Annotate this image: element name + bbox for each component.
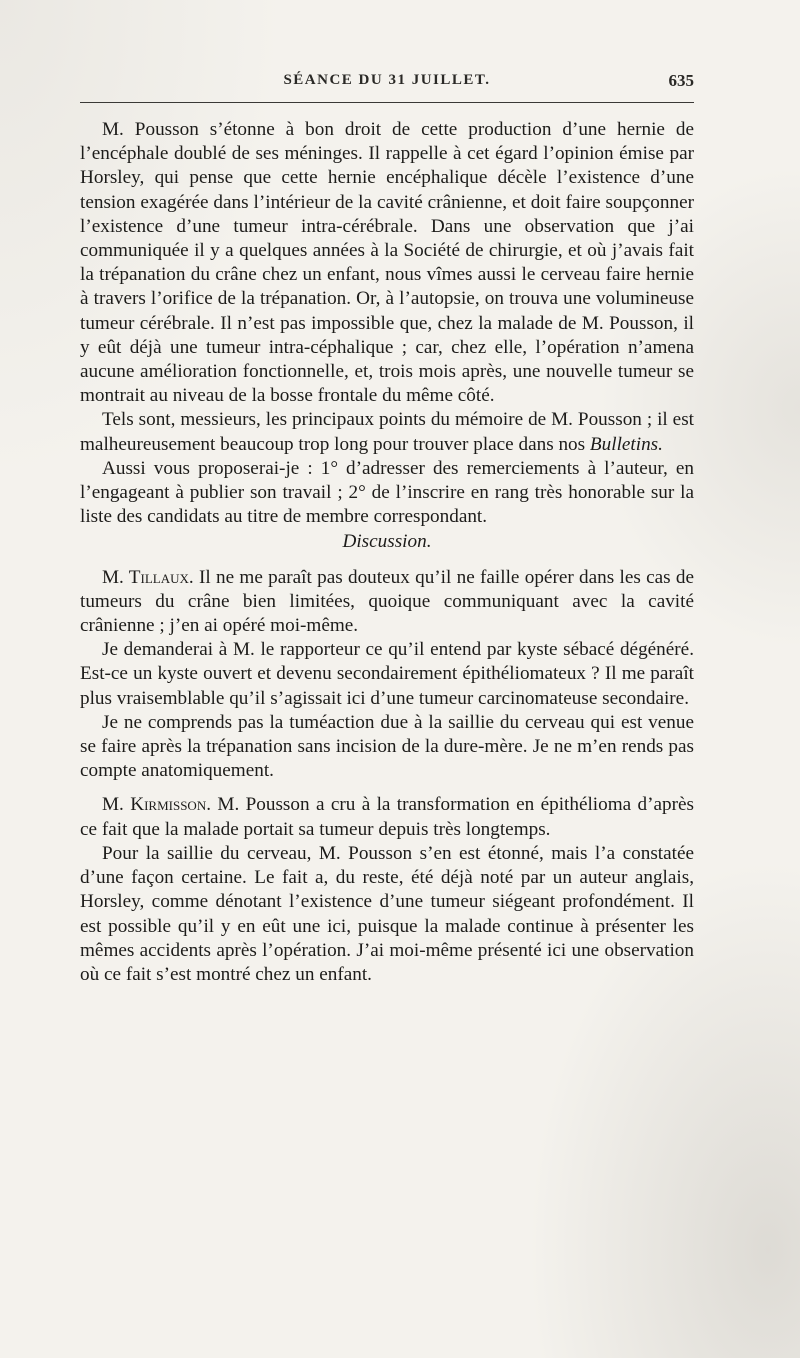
running-head-title: SÉANCE DU 31 JUILLET. bbox=[283, 72, 491, 88]
page-number: 635 bbox=[668, 71, 694, 90]
article-body bbox=[80, 118, 694, 987]
paragraph-text: Pour la saillie du cerveau, M. Pousson s’en est étonné, mais l’a constatée d’une façon certaine. Le fait a, du reste, été déjà noté par un auteur anglais, Horsley, comme dénotant l’existence d’une tumeur siégeant profondément. Il est possible qu’il y en eût une ici, puisque la malade continue à présenter les mêmes accidents après l’opération. J’ai moi-même présenté ici une observation où ce fait s’est montré chez un enfant. bbox=[80, 842, 694, 985]
paragraph-saillie-cerveau bbox=[80, 711, 694, 784]
paragraph-text: M. Pousson s’étonne à bon droit de cette production d’une hernie de l’encéphale doublé de ses méninges. Il rappelle à cet égard l’opinion émise par Horsley, qui pense que cette hernie encéphalique décèle l’existence d’une tension exagérée dans l’intérieur de la cavité crânienne, et doit faire soupçonner l’existence d’une tumeur intra-cérébrale. Dans une observation que j’ai communiquée il y a quelques années à la Société de chirurgie, et où j’avais fait la trépanation du crâne chez un enfant, nous vîmes aussi le cerveau faire hernie à travers l’orifice de la trépanation. Or, à l’autopsie, on trouva une volumineuse tumeur cérébrale. Il n’est pas impossible que, chez la malade de M. Pousson, il y eût déjà une tumeur intra-céphalique ; car, chez elle, l’opération n’amena aucune amélioration fonctionnelle, et, trois mois après, une nouvelle tumeur se montrait au niveau de la bosse frontale du même côté. bbox=[80, 119, 694, 407]
header-rule bbox=[80, 102, 694, 103]
paragraph-kirmisson-followup bbox=[80, 842, 694, 987]
paragraph-text: Aussi vous proposerai-je : 1° d’adresser des remerciements à l’auteur, en l’engageant à publier son travail ; 2° de l’inscrire en rang très honorable sur la liste des candidats au titre de membre correspondant. bbox=[80, 457, 694, 528]
paragraph-tillaux bbox=[80, 566, 694, 639]
paragraph-question-kyste bbox=[80, 638, 694, 711]
paragraph-text: M. Pousson a cru à la transformation en épithélioma d’après ce fait que la malade portait sa tumeur depuis très longtemps. bbox=[80, 794, 694, 840]
paragraph-text: Je ne comprends pas la tuméaction due à la saillie du cerveau qui est venue se faire après la trépanation sans incision de la dure-mère. Je ne m’en rends pas compte anatomiquement. bbox=[80, 711, 694, 782]
section-heading-discussion: Discussion. bbox=[342, 531, 432, 553]
bulletins-title: Bulletins. bbox=[589, 433, 663, 455]
running-head bbox=[80, 70, 694, 100]
paragraph-proposal bbox=[80, 457, 694, 530]
paragraph-text: Il ne me paraît pas douteux qu’il ne faille opérer dans les cas de tumeurs du crâne bien limitées, quoique communiquant avec la cavité crânienne ; j’en ai opéré moi-même. bbox=[80, 566, 695, 637]
paragraph-text: Je demanderai à M. le rapporteur ce qu’il entend par kyste sébacé dégénéré. Est-ce un kyste ouvert et devenu secondairement épithéliomateux ? Il me paraît plus vraisemblable qu’il s’agissait ici d’une tumeur carcinomateuse secondaire. bbox=[80, 639, 694, 709]
paragraph-kirmisson bbox=[80, 793, 694, 841]
paragraph-report-discussion bbox=[80, 118, 694, 408]
speaker-name: M. Tillaux. bbox=[102, 566, 194, 588]
paragraph-text: Tels sont, messieurs, les principaux points du mémoire de M. Pousson ; il est malheureusement beaucoup trop long pour trouver place dans nos bbox=[80, 409, 694, 455]
paragraph-main-points bbox=[80, 408, 694, 456]
speaker-name: M. Kirmisson. bbox=[102, 794, 212, 816]
